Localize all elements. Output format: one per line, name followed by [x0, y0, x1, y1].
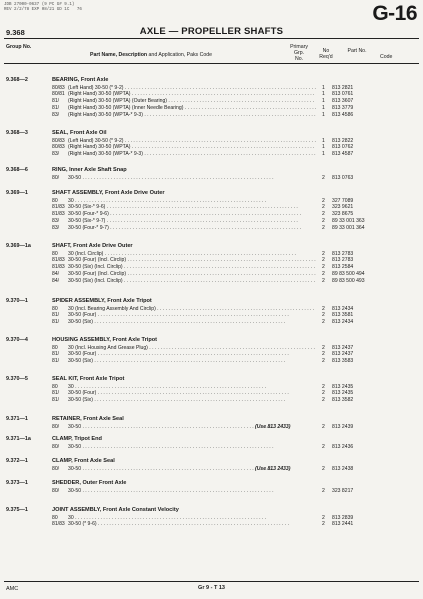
qty-required: 2 — [322, 358, 325, 365]
part-number: 813 2584 — [332, 264, 354, 271]
qty-required: 2 — [322, 271, 325, 278]
part-number: 813 2441 — [332, 521, 354, 528]
part-number: 813 2839 — [332, 514, 354, 521]
qty-required: 2 — [322, 197, 325, 204]
group-number: 9.368—3 — [6, 130, 28, 136]
group-number: 9.368—2 — [6, 77, 28, 83]
model-years: 83/ — [52, 151, 60, 158]
qty-required: 2 — [322, 423, 325, 430]
part-description: 30-50 (* 9-6) . . . — [68, 521, 316, 527]
col-no-reqd: No Req'd — [319, 48, 333, 60]
section-title: BEARING, Front Axle — [52, 77, 109, 83]
model-years: 81/ — [52, 351, 60, 358]
qty-required: 2 — [322, 383, 325, 390]
qty-required: 2 — [322, 514, 325, 521]
part-description: (Right Hand) 30-50 (WPTA-* 9-3) . . . — [68, 151, 316, 157]
part-description: 30-50 (Six) (Incl. Circlip) . . . — [68, 264, 316, 270]
group-number: 9.373—1 — [6, 480, 28, 486]
part-number: 813 3779 — [332, 105, 354, 112]
part-number: 813 3581 — [332, 312, 354, 319]
section-title: SEAL KIT, Front Axle Tripot — [52, 376, 125, 382]
part-description: 30-50 (Six) . . . — [68, 358, 316, 364]
part-number: 813 4586 — [332, 112, 354, 119]
part-description: 30 (Incl. Circlip) . . . — [68, 251, 316, 257]
part-description: (Left Hand) 30-50 (* 9-2) . . . — [68, 85, 316, 91]
group-number: 9.368—6 — [6, 167, 28, 173]
section-title: RETAINER, Front Axle Seal — [52, 416, 124, 422]
group-number: 9.369—1 — [6, 190, 28, 196]
model-years: 81/ — [52, 105, 60, 112]
qty-required: 1 — [322, 84, 325, 91]
part-description: 30 (Incl. Bearing Assembly And Circlip) . . . — [68, 306, 316, 312]
qty-required: 2 — [322, 218, 325, 225]
qty-required: 2 — [322, 487, 325, 494]
col-group-no: Group No. — [6, 44, 32, 50]
page-title: AXLE — PROPELLER SHAFTS — [139, 26, 284, 37]
part-number: 89 83 500 493 — [332, 278, 365, 285]
part-number: 813 2434 — [332, 319, 354, 326]
model-years: 81/83 — [52, 204, 65, 211]
model-years: 80/ — [52, 443, 60, 450]
qty-required: 2 — [322, 465, 325, 472]
part-number: 813 0761 — [332, 91, 354, 98]
part-description: 30 (Incl. Housing And Grease Plug) . . . — [68, 345, 316, 351]
part-number: 813 2436 — [332, 443, 354, 450]
qty-required: 1 — [322, 105, 325, 112]
model-years: 84/ — [52, 278, 60, 285]
part-description: 30 . . . — [68, 384, 316, 390]
part-description: 30-50 (Four) (Incl. Circlip) . . . — [68, 257, 316, 263]
qty-required: 2 — [322, 211, 325, 218]
model-years: 80 — [52, 383, 58, 390]
part-description: 30-50 (Four-* 9-6) . . . — [68, 211, 316, 217]
qty-required: 2 — [322, 312, 325, 319]
part-description: (Right Hand) 30-50 (WPTA) (Inner Needle Bearing) . . . — [68, 105, 316, 111]
part-description: 30-50 (Six) (Incl. Circlip) . . . — [68, 278, 316, 284]
bottom-rule — [4, 581, 419, 582]
part-row — [0, 319, 423, 326]
part-number: 813 2438 — [332, 465, 354, 472]
section-title: SHAFT ASSEMBLY, Front Axle Drive Outer — [52, 190, 165, 196]
col-part-name: Part Name, Description and Application, Paks Code — [90, 52, 212, 58]
model-years: 81/ — [52, 319, 60, 326]
use-note: (Use 813 2433) — [255, 465, 291, 472]
part-row — [0, 358, 423, 365]
part-row — [0, 397, 423, 404]
qty-required: 2 — [322, 351, 325, 358]
part-row — [0, 424, 423, 431]
part-description: 30 . . . — [68, 198, 316, 204]
col-primary-grp: Primary Grp. No. — [290, 44, 308, 62]
part-description: 30-50 (Four) (Incl. Circlip) . . . — [68, 271, 316, 277]
qty-required: 1 — [322, 144, 325, 151]
group-heading: 9.368 — [6, 28, 25, 37]
model-years: 83/ — [52, 218, 60, 225]
qty-required: 2 — [322, 257, 325, 264]
model-years: 80/ — [52, 174, 60, 181]
part-number: 89 33 001 364 — [332, 225, 365, 232]
part-description: (Right Hand) 30-50 (WPTA) . . . — [68, 144, 316, 150]
part-row — [0, 488, 423, 495]
qty-required: 2 — [322, 390, 325, 397]
footer-brand: AMC — [6, 586, 19, 592]
col-code: Code — [380, 54, 393, 60]
part-description: 30-50 (Six-* 9-7) . . . — [68, 218, 316, 224]
part-description: 30-50 . . . — [68, 424, 316, 430]
part-number: 813 0763 — [332, 174, 354, 181]
part-number: 323 8675 — [332, 211, 354, 218]
group-number: 9.370—5 — [6, 376, 28, 382]
qty-required: 1 — [322, 98, 325, 105]
model-years: 81/ — [52, 358, 60, 365]
section-title: SEAL, Front Axle Oil — [52, 130, 107, 136]
part-number: 89 83 500 494 — [332, 271, 365, 278]
model-years: 80/ — [52, 487, 60, 494]
section-title: RING, Inner Axle Shaft Snap — [52, 167, 127, 173]
part-description: 30-50 (Four) . . . — [68, 312, 316, 318]
model-years: 80 — [52, 514, 58, 521]
qty-required: 2 — [322, 305, 325, 312]
part-description: 30-50 (Four-* 9-7) . . . — [68, 225, 316, 231]
part-description: 30-50 . . . — [68, 488, 316, 494]
model-years: 80 — [52, 344, 58, 351]
model-years: 80/81 — [52, 91, 65, 98]
part-number: 813 2783 — [332, 250, 354, 257]
group-number: 9.369—1a — [6, 243, 31, 249]
model-years: 80/83 — [52, 144, 65, 151]
qty-required: 2 — [322, 344, 325, 351]
qty-required: 2 — [322, 264, 325, 271]
section-title: CLAMP, Front Axle Seal — [52, 458, 115, 464]
model-years: 81/ — [52, 98, 60, 105]
qty-required: 1 — [322, 112, 325, 119]
model-years: 81/83 — [52, 264, 65, 271]
part-number: 813 2783 — [332, 257, 354, 264]
part-number: 813 0762 — [332, 144, 354, 151]
group-number: 9.370—1 — [6, 298, 28, 304]
model-years: 80 — [52, 197, 58, 204]
part-row — [0, 444, 423, 451]
part-description: 30-50 . . . — [68, 466, 316, 472]
model-years: 80 — [52, 305, 58, 312]
qty-required: 2 — [322, 225, 325, 232]
model-years: 81/ — [52, 312, 60, 319]
part-number: 813 2439 — [332, 423, 354, 430]
qty-required: 2 — [322, 521, 325, 528]
model-years: 80/ — [52, 423, 60, 430]
group-number: 9.372—1 — [6, 458, 28, 464]
part-row — [0, 175, 423, 182]
part-description: 30-50 (Four) . . . — [68, 390, 316, 396]
part-row — [0, 112, 423, 119]
part-number: 813 3607 — [332, 98, 354, 105]
part-number: 813 2434 — [332, 305, 354, 312]
part-number: 323 9621 — [332, 204, 354, 211]
qty-required: 2 — [322, 443, 325, 450]
part-row — [0, 151, 423, 158]
section-title: CLAMP, Tripot End — [52, 436, 102, 442]
part-description: (Left Hand) 30-50 (* 9-2) . . . — [68, 138, 316, 144]
print-stamp: JDB 27000-0637 (9 PC G# 9.1) REV 2/2/78 EXP 08/21 GD 1C 76 — [4, 3, 82, 12]
part-description: 30-50 (Six) . . . — [68, 319, 316, 325]
section-title: JOINT ASSEMBLY, Front Axle Constant Velocity — [52, 507, 179, 513]
qty-required: 2 — [322, 319, 325, 326]
group-number: 9.375—1 — [6, 507, 28, 513]
part-description: (Right Hand) 30-50 (WPTA) (Outer Bearing) . . . — [68, 98, 316, 104]
qty-required: 1 — [322, 151, 325, 158]
qty-required: 1 — [322, 91, 325, 98]
section-title: SHAFT, Front Axle Drive Outer — [52, 243, 133, 249]
qty-required: 2 — [322, 397, 325, 404]
part-row — [0, 278, 423, 285]
page-code: G-16 — [372, 2, 417, 25]
part-number: 813 3583 — [332, 358, 354, 365]
part-number: 327 7089 — [332, 197, 354, 204]
header-rule — [4, 63, 419, 64]
part-description: 30-50 (Six) . . . — [68, 397, 316, 403]
part-number: 813 2435 — [332, 383, 354, 390]
model-years: 83/ — [52, 112, 60, 119]
model-years: 80/83 — [52, 137, 65, 144]
part-row — [0, 225, 423, 232]
part-number: 813 3582 — [332, 397, 354, 404]
model-years: 80 — [52, 250, 58, 257]
part-number: 323 8217 — [332, 487, 354, 494]
model-years: 81/83 — [52, 521, 65, 528]
part-description: 30 . . . — [68, 515, 316, 521]
part-number: 813 2821 — [332, 84, 354, 91]
part-number: 813 2437 — [332, 344, 354, 351]
model-years: 81/ — [52, 390, 60, 397]
part-row — [0, 466, 423, 473]
qty-required: 2 — [322, 174, 325, 181]
group-number: 9.370—4 — [6, 337, 28, 343]
col-part-no: Part No. — [347, 48, 367, 54]
use-note: (Use 813 2433) — [255, 423, 291, 430]
model-years: 81/83 — [52, 257, 65, 264]
qty-required: 2 — [322, 278, 325, 285]
qty-required: 2 — [322, 204, 325, 211]
section-title: SPIDER ASSEMBLY, Front Axle Tripot — [52, 298, 152, 304]
part-description: (Right Hand) 30-50 (WPTA) . . . — [68, 91, 316, 97]
footer-page-ref: Gr 9 - T 13 — [198, 585, 225, 591]
part-number: 813 4587 — [332, 151, 354, 158]
part-description: 30-50 (Four) . . . — [68, 351, 316, 357]
part-description: (Right Hand) 30-50 (WPTA-* 9-3) . . . — [68, 112, 316, 118]
part-description: 30-50 . . . — [68, 175, 316, 181]
group-number: 9.371—1 — [6, 416, 28, 422]
top-rule — [4, 38, 419, 39]
model-years: 80/ — [52, 465, 60, 472]
part-row — [0, 521, 423, 528]
model-years: 84/ — [52, 271, 60, 278]
model-years: 83/ — [52, 225, 60, 232]
part-number: 89 33 001 363 — [332, 218, 365, 225]
model-years: 80/83 — [52, 84, 65, 91]
section-title: SHEDDER, Outer Front Axle — [52, 480, 127, 486]
model-years: 81/ — [52, 397, 60, 404]
qty-required: 2 — [322, 250, 325, 257]
part-number: 813 2435 — [332, 390, 354, 397]
part-number: 813 2822 — [332, 137, 354, 144]
group-number: 9.371—1a — [6, 436, 31, 442]
model-years: 81/83 — [52, 211, 65, 218]
qty-required: 1 — [322, 137, 325, 144]
part-number: 813 2437 — [332, 351, 354, 358]
part-description: 30-50 (Six-* 9-6) . . . — [68, 204, 316, 210]
part-description: 30-50 . . . — [68, 444, 316, 450]
section-title: HOUSING ASSEMBLY, Front Axle Tripot — [52, 337, 158, 343]
